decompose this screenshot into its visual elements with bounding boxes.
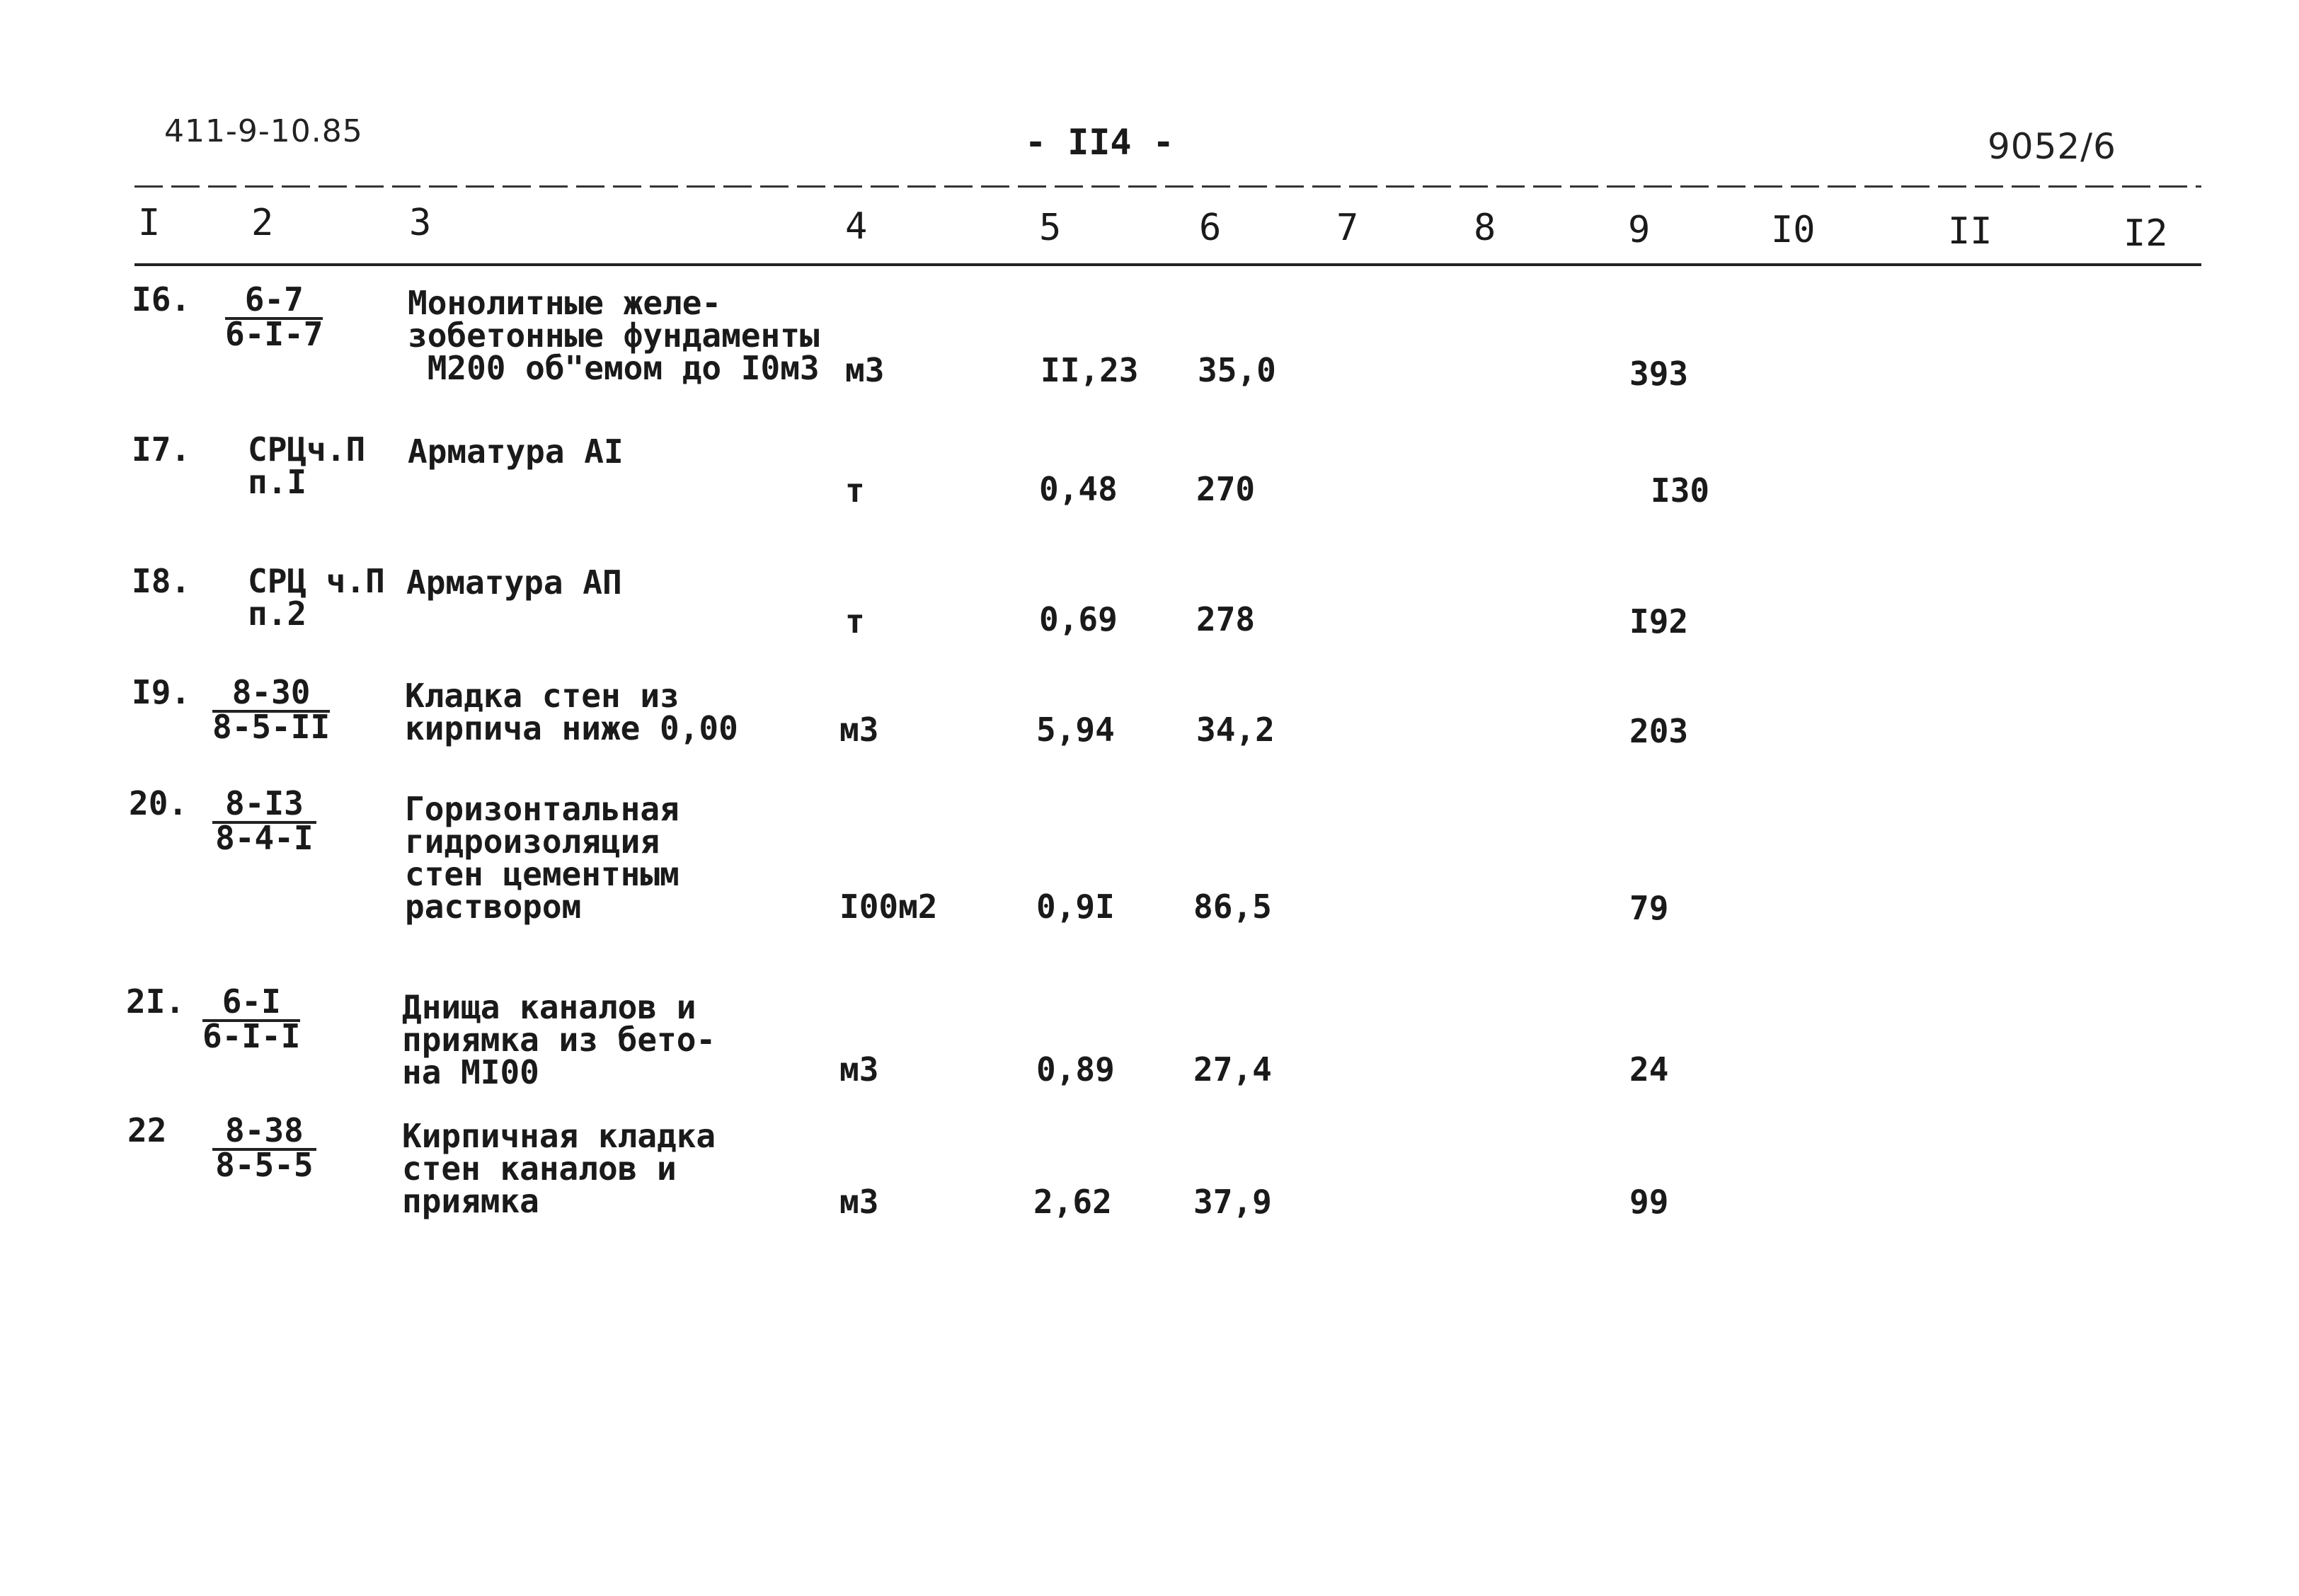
row-number: I7.	[132, 430, 191, 469]
unit-price: 86,5	[1193, 888, 1272, 926]
col-header-4: 4	[845, 205, 868, 248]
work-description: Днища каналов и приямка из бето- на МI00	[402, 988, 716, 1091]
quantity: 0,9I	[1036, 888, 1115, 926]
quantity: 2,62	[1033, 1183, 1112, 1221]
row-number: I8.	[132, 562, 191, 600]
header-top-rule	[134, 185, 2201, 188]
norm-code: СРЦ ч.П п.2	[248, 562, 385, 633]
unit: м3	[845, 351, 885, 389]
unit-price: 27,4	[1193, 1050, 1272, 1089]
total-cost: 24	[1629, 1050, 1669, 1089]
row-number: 2I.	[126, 982, 185, 1021]
col-header-10: I0	[1771, 209, 1816, 251]
col-header-8: 8	[1474, 207, 1496, 249]
total-cost: I30	[1651, 471, 1710, 510]
norm-code-top: 8-38	[212, 1114, 316, 1151]
norm-code-top: 8-30	[212, 676, 330, 713]
sheet-code: 9052/6	[1988, 126, 2116, 167]
work-description: Кладка стен из кирпича ниже 0,00	[405, 677, 738, 747]
col-header-1: I	[138, 202, 161, 244]
col-header-9: 9	[1628, 209, 1651, 251]
norm-code-top: 6-I	[202, 985, 300, 1022]
norm-code	[212, 673, 331, 746]
col-header-3: 3	[409, 202, 432, 244]
total-cost: 393	[1629, 355, 1689, 393]
unit: м3	[839, 711, 879, 749]
norm-code	[212, 1111, 316, 1184]
norm-code-bottom: 6-I-I	[202, 1017, 301, 1055]
norm-code	[212, 784, 316, 857]
row-number: 22	[127, 1111, 167, 1149]
row-number: I9.	[132, 673, 191, 711]
quantity: 0,48	[1039, 470, 1118, 508]
total-cost: 79	[1629, 889, 1669, 927]
work-description: Арматура АП	[406, 563, 622, 602]
unit-price: 270	[1196, 470, 1256, 508]
norm-code-top: 6-7	[225, 283, 323, 320]
col-header-6: 6	[1199, 207, 1222, 249]
norm-code: СРЦч.П п.I	[248, 430, 366, 501]
total-cost: 203	[1629, 712, 1689, 750]
quantity: 5,94	[1036, 711, 1115, 749]
page-number: - II4 -	[1025, 122, 1174, 163]
norm-code-top: 8-I3	[212, 787, 316, 824]
document-code: 411-9-10.85	[164, 113, 363, 149]
col-header-2: 2	[251, 202, 274, 244]
unit-price: 278	[1196, 600, 1256, 638]
norm-code-bottom: 6-I-7	[225, 315, 323, 353]
work-description: Монолитные желе- зобетонные фундаменты М200 об"емом до I0м3	[408, 284, 820, 387]
work-description: Горизонтальная гидроизоляция стен цементным раствором	[405, 790, 680, 926]
row-number: I6.	[132, 280, 191, 318]
unit: м3	[839, 1050, 879, 1089]
unit-price: 34,2	[1196, 711, 1275, 749]
col-header-12: I2	[2123, 212, 2168, 255]
quantity: 0,89	[1036, 1050, 1115, 1089]
unit-price: 37,9	[1193, 1183, 1272, 1221]
total-cost: 99	[1629, 1183, 1669, 1221]
header-bottom-rule	[134, 263, 2201, 266]
row-number: 20.	[129, 784, 188, 822]
col-header-11: II	[1948, 210, 1993, 253]
norm-code	[225, 280, 323, 353]
unit-price: 35,0	[1198, 351, 1276, 389]
unit: I00м2	[839, 888, 938, 926]
unit: м3	[839, 1183, 879, 1221]
total-cost: I92	[1629, 602, 1689, 641]
col-header-7: 7	[1336, 207, 1359, 249]
norm-code-bottom: 8-5-II	[212, 708, 331, 746]
work-description: Кирпичная кладка стен каналов и приямка	[402, 1117, 716, 1220]
norm-code	[202, 982, 301, 1055]
unit: т	[845, 471, 865, 510]
quantity: 0,69	[1039, 600, 1118, 638]
norm-code-bottom: 8-5-5	[215, 1146, 314, 1184]
norm-code-bottom: 8-4-I	[215, 819, 314, 857]
quantity: II,23	[1040, 351, 1139, 389]
unit: т	[845, 602, 865, 641]
col-header-5: 5	[1039, 207, 1062, 249]
work-description: Арматура АI	[408, 432, 624, 471]
